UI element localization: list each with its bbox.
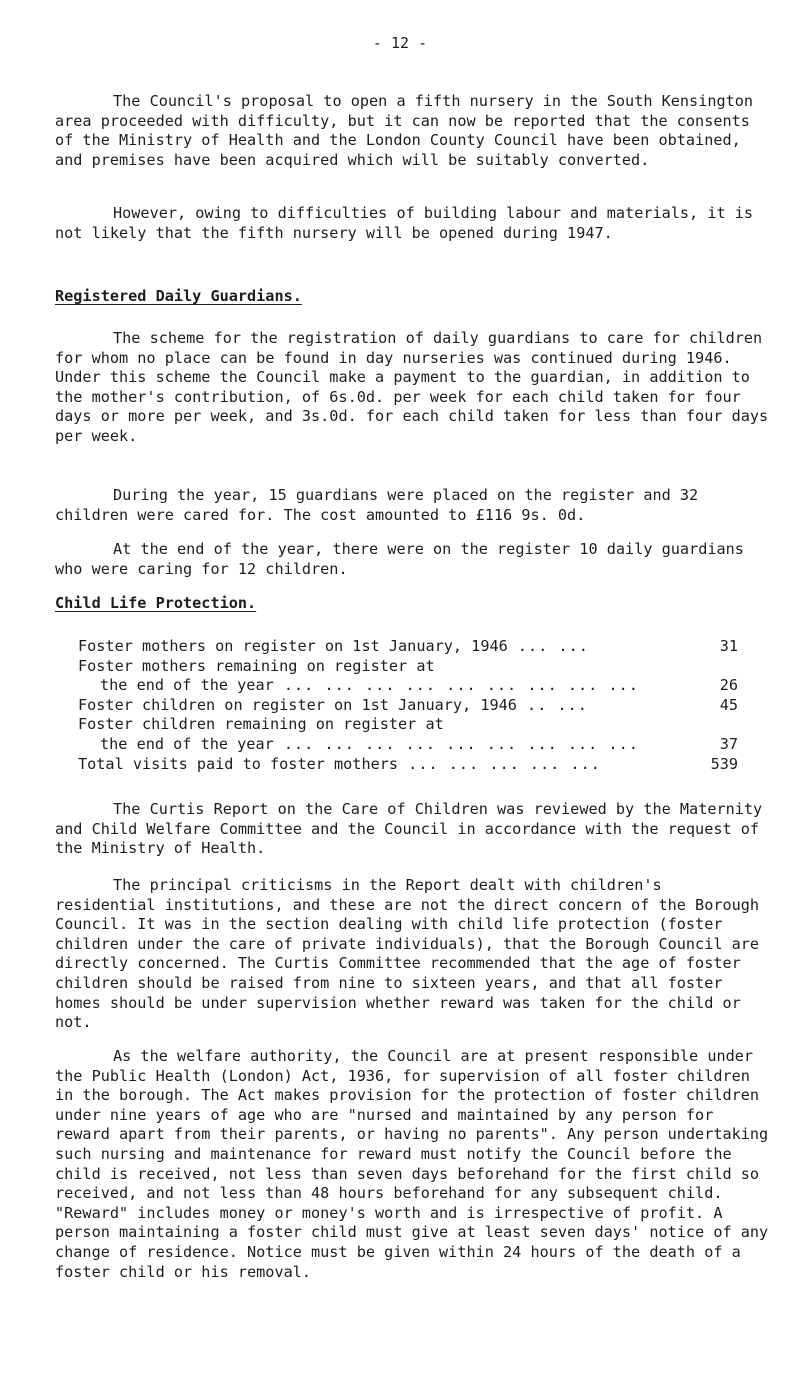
stat-value: 31 bbox=[719, 637, 738, 655]
paragraph-nursery-delay: However, owing to difficulties of building labour and materials, it is not likely that the fifth nursery will be opened during 1947. bbox=[55, 204, 754, 242]
paragraph-guardian-scheme: The scheme for the registration of daily guardians to care for children for whom no place can be found in day nurseries was continued during 1946. Under this scheme the Council make a payment to the guardian, in addition to the mother's contribution, of 6s.0d. per week for each child taken for four days or more per week, and 3s.0d. for each child taken for less than four days per week. bbox=[55, 329, 769, 445]
heading-child-life-protection: Child Life Protection. bbox=[55, 594, 257, 612]
stat-label: Foster mothers remaining on register at the end of the year ... ... ... ... ... ... ... ... ... bbox=[78, 656, 639, 695]
stat-row bbox=[78, 755, 738, 775]
stat-value: 37 bbox=[719, 734, 738, 753]
stat-value: 26 bbox=[719, 676, 738, 695]
stat-label: Foster children remaining on register at the end of the year ... ... ... ... ... ... ... ... ... bbox=[78, 715, 639, 753]
stat-row bbox=[78, 696, 738, 716]
stat-label: Foster children on register on 1st January, 1946 .. ... bbox=[78, 695, 588, 714]
heading-registered-daily-guardians: Registered Daily Guardians. bbox=[55, 287, 302, 305]
stat-row bbox=[78, 715, 738, 754]
stat-row bbox=[78, 657, 738, 696]
paragraph-principal-criticisms: The principal criticisms in the Report dealt with children's residential institutions, and these are not the direct concern of the Borough Council. It was in the section dealing with child life protection (foster children under the care of private individuals), that the Borough Council are directly concerned. The Curtis Committee recommended that the age of foster children should be raised from nine to sixteen years, and that all foster homes should be under supervision whether reward was taken for the child or not. bbox=[55, 876, 760, 1032]
foster-statistics-list bbox=[78, 637, 738, 774]
stat-value: 539 bbox=[710, 754, 738, 773]
paragraph-fifth-nursery: The Council's proposal to open a fifth nursery in the South Kensington area proceeded with difficulty, but it can now be reported that the consents of the Ministry of Health and the London County Council have been obtained, and premises have been acquired which will be suitably converted. bbox=[55, 92, 754, 169]
stat-value: 45 bbox=[719, 695, 738, 714]
paragraph-curtis-report: The Curtis Report on the Care of Children was reviewed by the Maternity and Child Welfare Committee and the Council in accordance with the request of the Ministry of Health. bbox=[55, 800, 763, 858]
stat-label: Total visits paid to foster mothers ... ... ... ... ... bbox=[78, 754, 601, 773]
stat-row bbox=[78, 637, 738, 657]
stat-label: Foster mothers on register on 1st January, 1946 ... ... bbox=[78, 637, 589, 655]
paragraph-welfare-authority: As the welfare authority, the Council are at present responsible under the Public Health (London) Act, 1936, for supervision of all foster children in the borough. The Act makes provision for the protection of foster children under nine years of age who are "nursed and maintained by any person for reward apart from their parents, or having no parents". Any person undertaking such nursing and maintenance for reward must notify the Council before the child is received, not less than seven days beforehand for the first child so received, and not less than 48 hours beforehand for any subsequent child. "Reward" includes money or money's worth and is irrespective of profit. A person maintaining a foster child must give at least seven days' notice of any change of residence. Notice must be given within 24 hours of the death of a foster child or his removal. bbox=[55, 1047, 769, 1281]
paragraph-guardian-counts: During the year, 15 guardians were placed on the register and 32 children were cared for. The cost amounted to £116 9s. 0d. bbox=[55, 486, 699, 524]
paragraph-guardian-year-end: At the end of the year, there were on the register 10 daily guardians who were caring for 12 children. bbox=[55, 540, 744, 578]
page-number: - 12 - bbox=[372, 34, 428, 52]
